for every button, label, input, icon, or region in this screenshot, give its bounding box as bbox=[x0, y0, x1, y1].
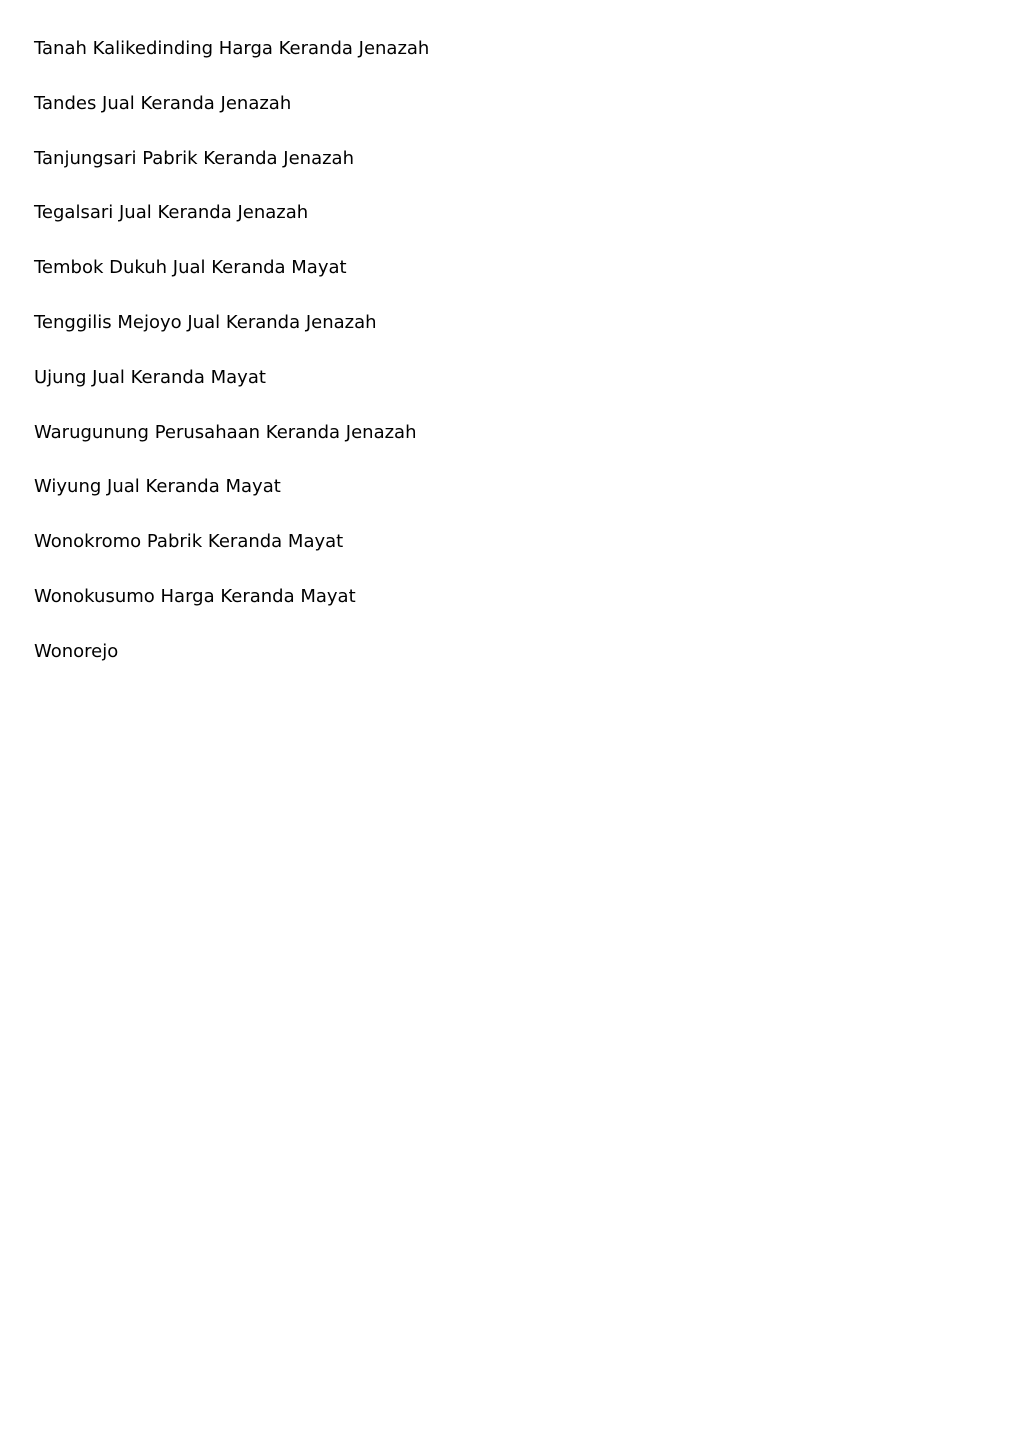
list-item bbox=[34, 529, 1024, 584]
location-link[interactable]: Tanjungsari Pabrik Keranda Jenazah bbox=[34, 147, 354, 169]
location-link[interactable]: Tanah Kalikedinding Harga Keranda Jenazah bbox=[34, 38, 430, 59]
list-item bbox=[34, 255, 1024, 310]
list-item bbox=[34, 310, 1024, 365]
location-link[interactable]: Ujung Jual Keranda Mayat bbox=[34, 366, 266, 388]
location-link[interactable]: Wonokromo Pabrik Keranda Mayat bbox=[34, 531, 344, 553]
location-link[interactable]: Tegalsari Jual Keranda Jenazah bbox=[34, 202, 309, 224]
list-item bbox=[34, 36, 1024, 91]
list-item bbox=[34, 91, 1024, 146]
list-item bbox=[34, 584, 1024, 639]
location-link[interactable]: Tembok Dukuh Jual Keranda Mayat bbox=[34, 257, 347, 279]
list-item bbox=[34, 420, 1024, 475]
list-item bbox=[34, 474, 1024, 529]
list-item bbox=[34, 639, 1024, 694]
location-link[interactable]: Wonokusumo Harga Keranda Mayat bbox=[34, 585, 356, 607]
list-item bbox=[34, 146, 1024, 201]
location-link[interactable]: Wonorejo bbox=[34, 640, 119, 662]
location-link[interactable]: Tenggilis Mejoyo Jual Keranda Jenazah bbox=[34, 311, 377, 333]
list-item bbox=[34, 200, 1024, 255]
location-link-list bbox=[34, 36, 1024, 694]
location-link[interactable]: Wiyung Jual Keranda Mayat bbox=[34, 476, 281, 498]
location-link[interactable]: Tandes Jual Keranda Jenazah bbox=[34, 92, 292, 114]
list-item bbox=[34, 365, 1024, 420]
location-link[interactable]: Warugunung Perusahaan Keranda Jenazah bbox=[34, 421, 417, 443]
